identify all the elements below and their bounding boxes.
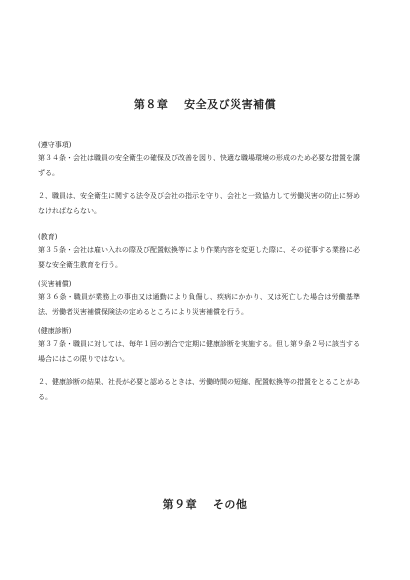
article-34-paragraph: 第３４条・会社は職員の安全衛生の確保及び改善を図り、快適な職場環境の形成のため必要な措置を講ずる。 bbox=[38, 154, 360, 177]
article-37-clause-2: ２、健康診断の結果、社長が必要と認めるときは、労働時間の短縮、配置転換等の措置をとることがある。 bbox=[38, 378, 360, 401]
article-35-paragraph: 第３５条・会社は雇い入れの際及び配置転換等により作業内容を変更した際に、その従事する業務に必要な安全衛生教育を行う。 bbox=[38, 246, 360, 269]
chapter-9-title: 第９章 その他 bbox=[162, 498, 248, 511]
section-heading-compensation: (災害補償) bbox=[38, 280, 72, 288]
article-36-paragraph: 第３６条・職員が業務上の事由又は通勤により負傷し、疾病にかかり、又は死亡した場合は労働基準法、労働者災害補償保険法の定めるところにより災害補償を行う。 bbox=[38, 293, 360, 316]
article-37-paragraph: 第３７条・職員に対しては、毎年１回の割合で定期に健康診断を実施する。但し第９条２号に該当する場合にはこの限りではない。 bbox=[38, 340, 360, 363]
section-heading-compliance: (遵守事項) bbox=[38, 141, 72, 149]
article-34-clause-2: ２、職員は、安全衛生に関する法令及び会社の指示を守り、会社と一致協力して労働災害の防止に努めなければならない。 bbox=[38, 192, 360, 215]
section-heading-education: (教育) bbox=[38, 233, 58, 241]
chapter-8-title: 第８章 安全及び災害補償 bbox=[133, 98, 277, 111]
section-heading-health: (健康診断) bbox=[38, 327, 72, 335]
